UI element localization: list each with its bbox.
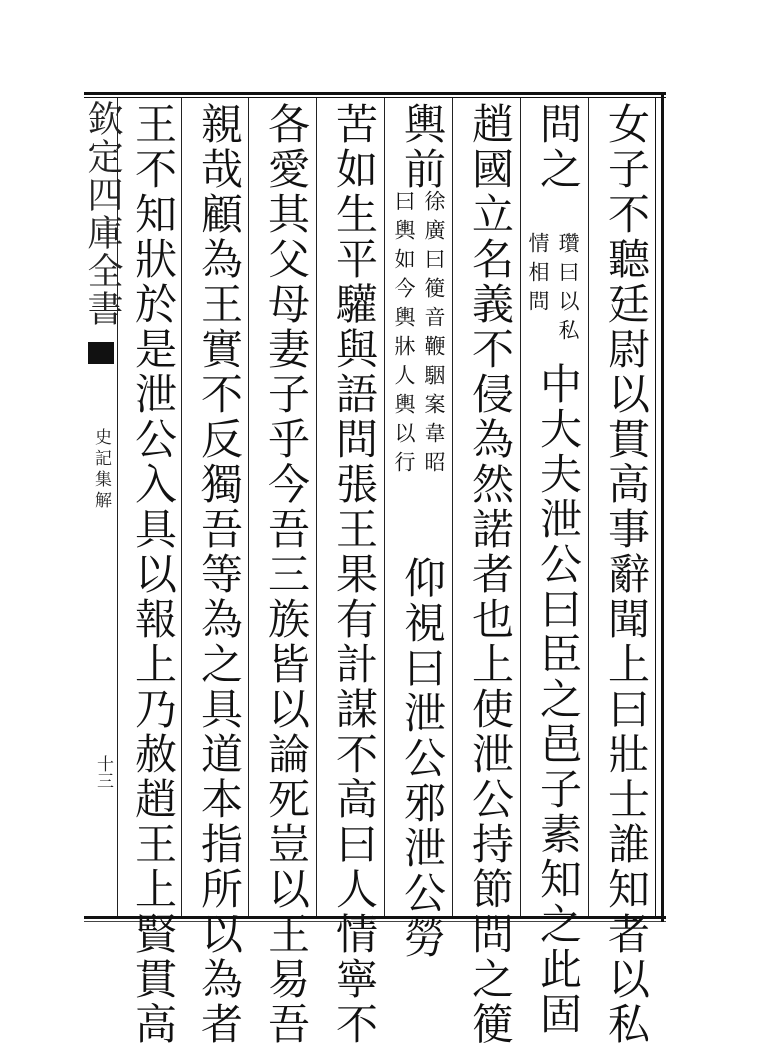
text-column-2-tail: 中大夫泄公曰臣之邑子素知之此固 bbox=[534, 362, 583, 1037]
text-column-5: 苦如生平驩與語問張王果有計謀不高曰人情寧不 bbox=[330, 102, 379, 1047]
text-column-1: 女子不聽廷尉以貫高事辭聞上曰壯士誰知者以私 bbox=[602, 102, 651, 1047]
text-column-2-head: 問之 bbox=[534, 102, 583, 192]
annotation-right: 瓚曰以私 bbox=[556, 232, 580, 348]
fish-tail-mark bbox=[88, 342, 114, 364]
section-title: 史記集解 bbox=[91, 428, 111, 512]
text-column-4-head: 輿前 bbox=[398, 102, 447, 192]
frame-top-inner-border bbox=[84, 97, 666, 98]
text-column-8: 王不知狀於是泄公入具以報上乃赦趙王上賢貫高 bbox=[129, 102, 178, 1047]
page-number: 十三 bbox=[93, 755, 113, 789]
text-column-6: 各愛其父母妻子乎今吾三族皆以論死豈以王易吾 bbox=[262, 102, 311, 1047]
annotation-left: 情相問 bbox=[526, 232, 550, 319]
annotation-left: 曰輿如今輿牀人輿以行 bbox=[392, 190, 416, 480]
frame-right-border bbox=[661, 92, 664, 922]
text-column-3: 趙國立名義不侵為然諾者也上使泄公持節問之箯 bbox=[466, 102, 515, 1047]
text-column-7: 親哉顧為王實不反獨吾等為之具道本指所以為者 bbox=[195, 102, 244, 1047]
frame-top-border bbox=[84, 92, 666, 95]
book-title: 欽定四庫全書 bbox=[82, 100, 123, 328]
text-column-4-tail: 仰視曰泄公邪泄公勞 bbox=[398, 556, 447, 961]
annotation-right: 徐廣曰箯音鞭駰案韋昭 bbox=[422, 190, 446, 480]
